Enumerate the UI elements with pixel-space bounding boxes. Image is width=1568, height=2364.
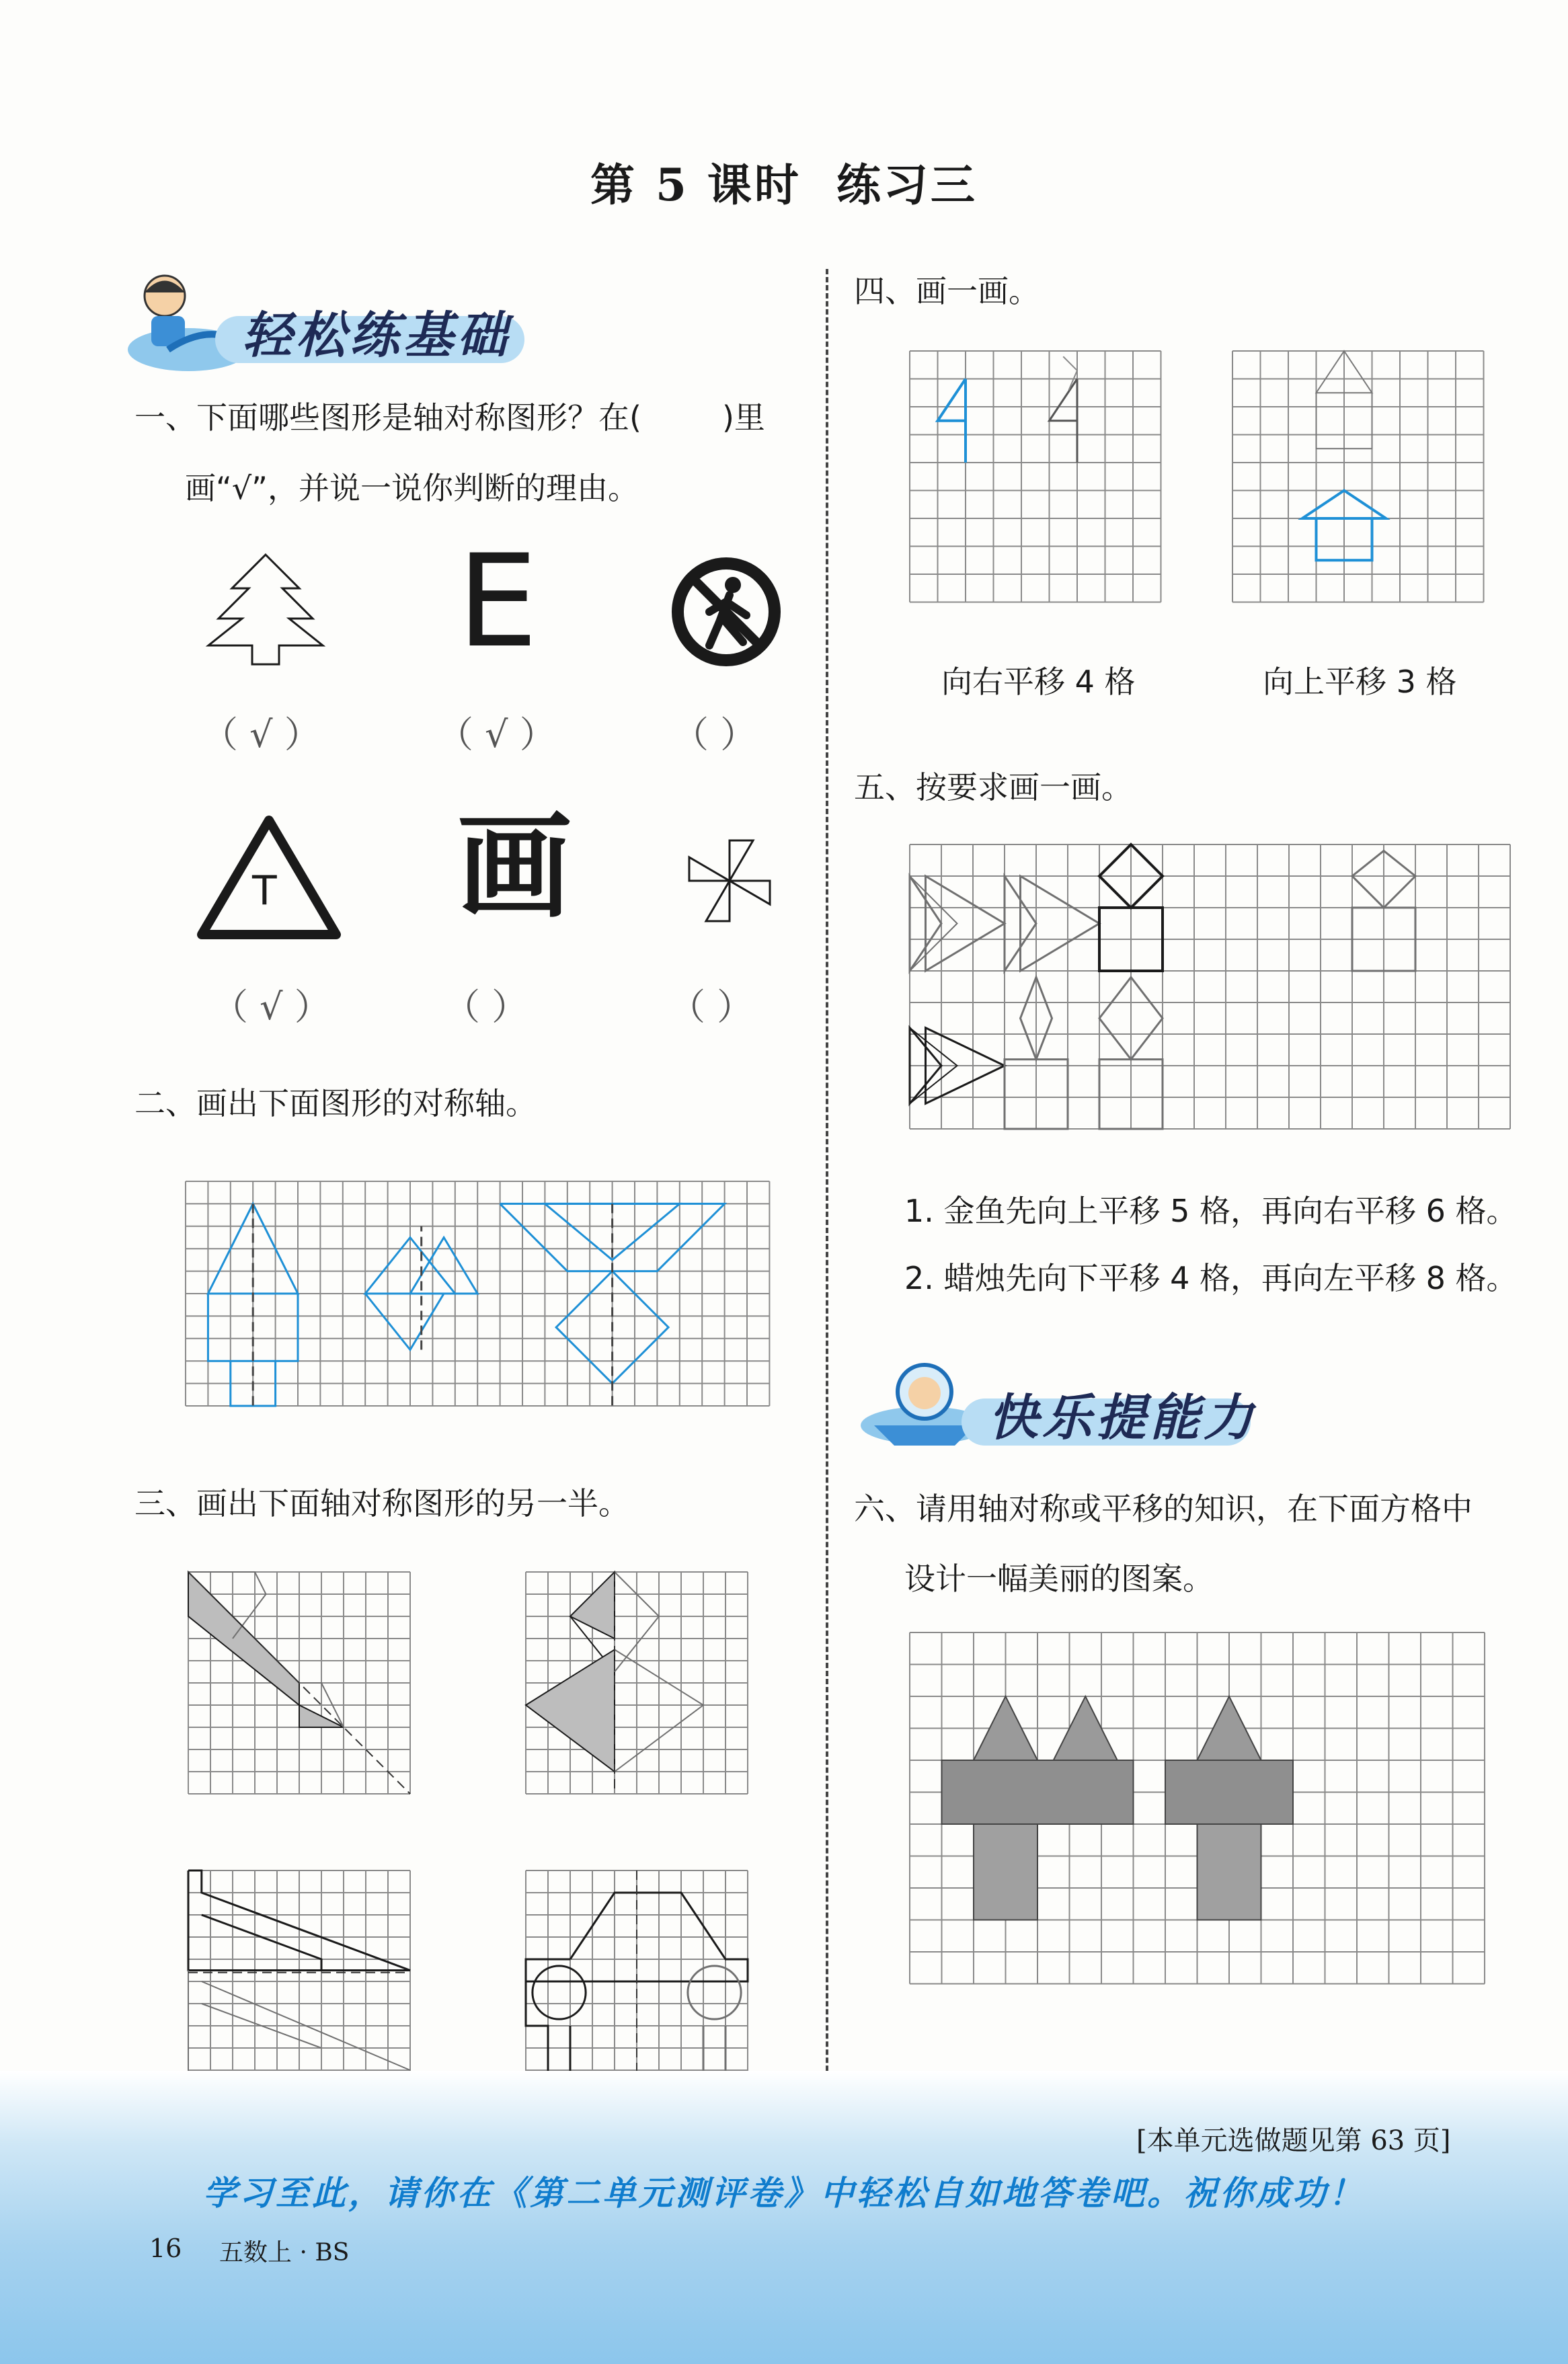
q3-grid-3 (188, 1870, 410, 2092)
q3-text: 三、画出下面轴对称图形的另一半。 (134, 1485, 629, 1522)
letter-e-figure: E (457, 527, 539, 676)
section-advanced-title: 快乐提能力 (988, 1389, 1257, 1447)
lesson-number: 第 5 课时 (590, 159, 801, 211)
tree-figure (202, 551, 329, 666)
q4-text: 四、画一画。 (854, 273, 1040, 309)
page-title (0, 149, 1568, 213)
q1-answer-2[interactable]: （ √ ） (437, 713, 556, 756)
q1-answer-3[interactable]: （ ） (672, 713, 757, 756)
column-divider (826, 269, 828, 2152)
section-basic-title: 轻松练基础 (242, 307, 511, 364)
q1-line2: 画“√”，并说一说你判断的理由。 (185, 470, 639, 506)
q4-caption-left: 向右平移 4 格 (941, 664, 1136, 700)
q1-line1-b: )里 (721, 399, 765, 436)
q5-text: 五、按要求画一画。 (854, 769, 1132, 805)
no-pedestrian-sign-icon (669, 555, 783, 669)
page-number: 16 (149, 2234, 182, 2263)
q6-grid (910, 1632, 1488, 1967)
q6-line2: 设计一幅美丽的图案。 (904, 1561, 1214, 1597)
q1-answer-6[interactable]: （ ） (669, 986, 754, 1028)
footer-encouragement: 学习至此，请你在《第二单元测评卷》中轻松自如地答卷吧。祝你成功！ (203, 2174, 1365, 2213)
q3-grid-1 (188, 1572, 410, 1794)
q1-answer-5[interactable]: （ ） (444, 986, 528, 1028)
q5-item-1: 1. 金鱼先向上平移 5 格，再向右平移 6 格。 (904, 1193, 1518, 1229)
triangle-letter-t: T (252, 867, 277, 914)
book-label: 五数上 · BS (219, 2239, 350, 2267)
q1-line1-a: 一、下面哪些图形是轴对称图形？在( (134, 399, 641, 436)
lesson-topic: 练习三 (836, 159, 978, 211)
q4-grid-right (1232, 351, 1485, 617)
q1-answer-4[interactable]: （ √ ） (212, 986, 331, 1028)
pinwheel-figure (676, 827, 790, 935)
q1-line1 (134, 383, 765, 452)
q4-caption-right: 向上平移 3 格 (1263, 664, 1457, 700)
q3-grid-4 (526, 1870, 748, 2092)
q2-text: 二、画出下面图形的对称轴。 (134, 1085, 537, 1121)
reference-note: [本单元选做题见第 63 页] (1136, 2125, 1451, 2156)
q6-line1: 六、请用轴对称或平移的知识，在下面方格中 (854, 1491, 1473, 1527)
footer-band (0, 2071, 1568, 2364)
hua-character-figure: 画 (457, 801, 572, 934)
q5-item-2: 2. 蜡烛先向下平移 4 格，再向左平移 8 格。 (904, 1260, 1518, 1296)
q5-grid (910, 844, 1511, 1140)
q1-answer-1[interactable]: （ √ ） (202, 713, 321, 756)
q3-grid-2 (526, 1572, 748, 1794)
q4-grid-left (910, 351, 1162, 617)
q2-grid (186, 1181, 771, 1406)
